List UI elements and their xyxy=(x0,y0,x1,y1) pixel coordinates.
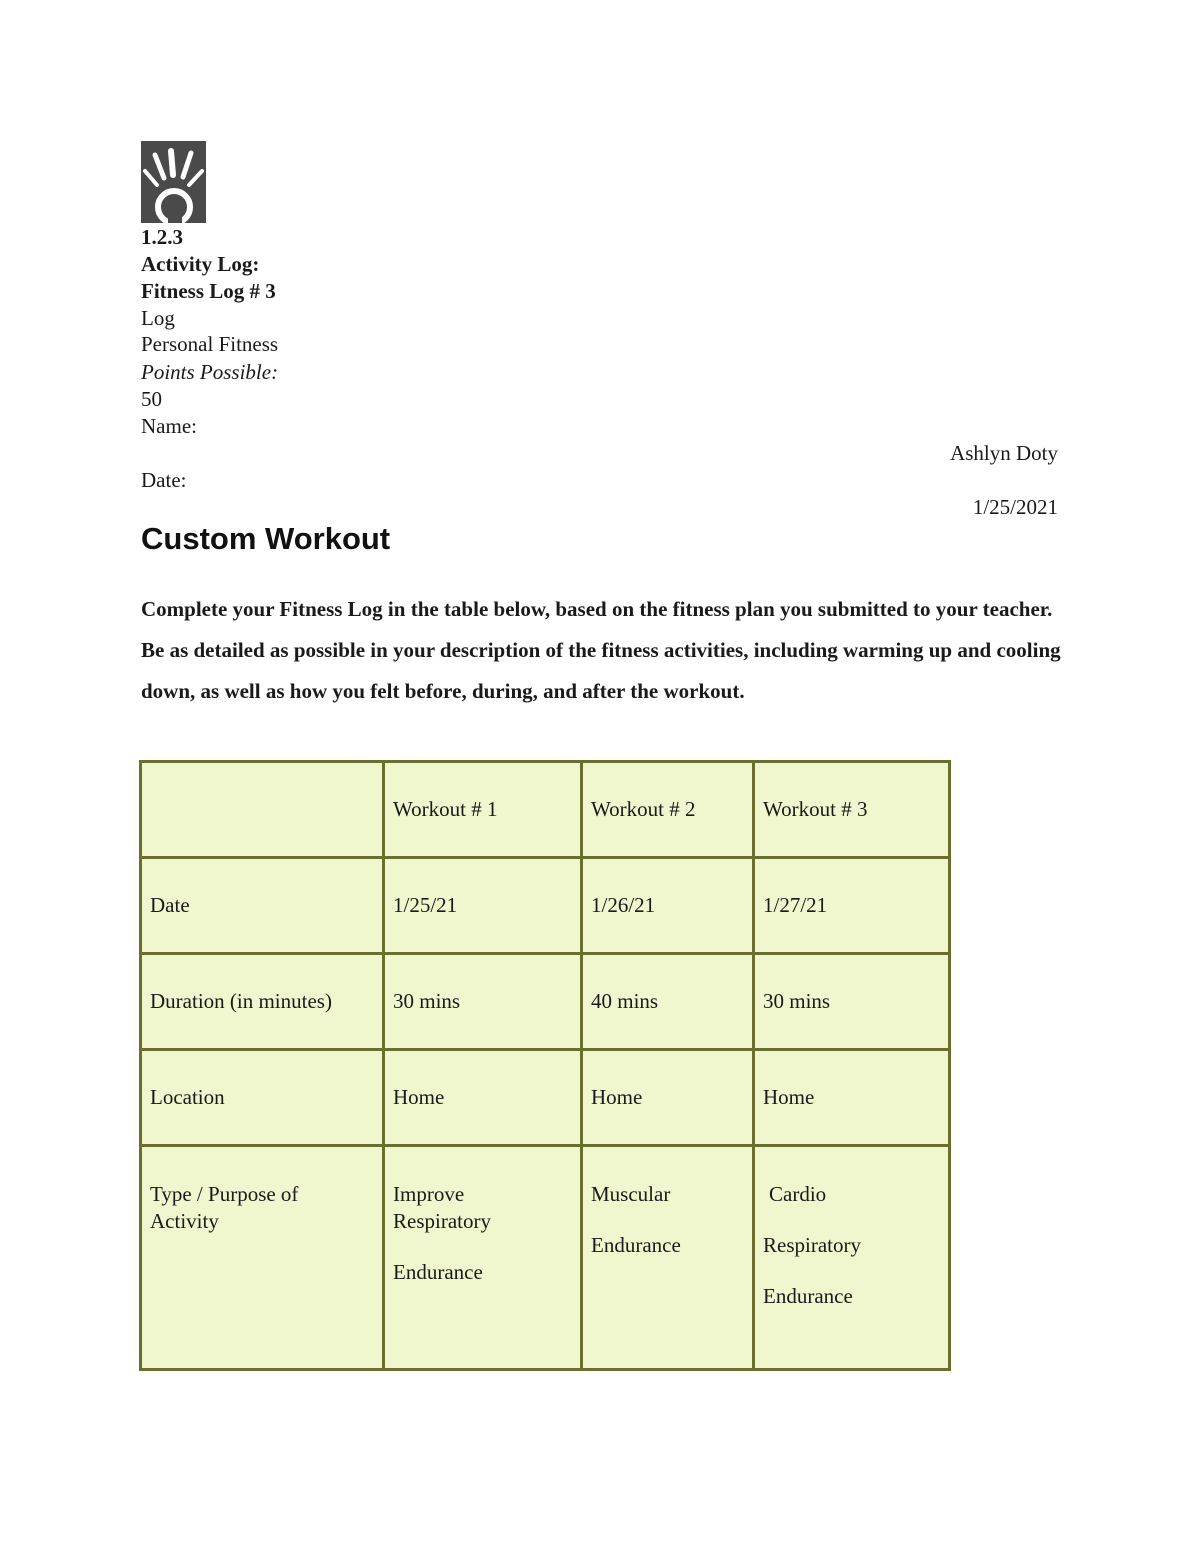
header-cell-workout-3: Workout # 3 xyxy=(754,762,950,858)
table-cell xyxy=(754,1146,950,1370)
name-label: Name: xyxy=(141,414,197,438)
cell-line: Endurance xyxy=(763,1284,853,1308)
table-header-row xyxy=(141,762,950,858)
row-label: Date xyxy=(141,858,384,954)
table-cell xyxy=(384,1146,582,1370)
header-cell-workout-1: Workout # 1 xyxy=(384,762,582,858)
table-row-location xyxy=(141,1050,950,1146)
table-cell: 40 mins xyxy=(582,954,754,1050)
sunburst-logo-icon xyxy=(141,141,206,223)
page-title: Custom Workout xyxy=(141,521,391,556)
header-cell-blank xyxy=(141,762,384,858)
table-cell xyxy=(582,1146,754,1370)
table-cell: 30 mins xyxy=(754,954,950,1050)
cell-line: Muscular xyxy=(591,1182,671,1206)
instructions-paragraph: Complete your Fitness Log in the table below, based on the fitness plan you submitted to your teacher. Be as detailed as possible in your description of the fitness activities, including warming up and cooling down, as well as how you felt before, during, and after the workout. xyxy=(141,597,1061,703)
points-value: 50 xyxy=(141,387,162,411)
table-cell: Home xyxy=(384,1050,582,1146)
header-cell-workout-2: Workout # 2 xyxy=(582,762,754,858)
log-title: Fitness Log # 3 xyxy=(141,279,276,303)
table-cell: Home xyxy=(754,1050,950,1146)
cell-line: Endurance xyxy=(591,1233,681,1257)
date-label: Date: xyxy=(141,468,187,492)
doc-type: Log xyxy=(141,306,175,330)
date-value: 1/25/2021 xyxy=(972,495,1058,519)
fitness-log-table xyxy=(139,760,951,1371)
table-cell: 1/27/21 xyxy=(754,858,950,954)
row-label: Location xyxy=(141,1050,384,1146)
row-label xyxy=(141,1146,384,1370)
table-cell: 1/25/21 xyxy=(384,858,582,954)
purpose-label: Type / Purpose of Activity xyxy=(150,1182,299,1233)
cell-line: Cardio xyxy=(769,1182,827,1206)
table-cell: Home xyxy=(582,1050,754,1146)
section-number: 1.2.3 xyxy=(141,225,183,249)
table-row-duration xyxy=(141,954,950,1050)
cell-line: Improve Respiratory xyxy=(393,1182,491,1233)
table-cell: 1/26/21 xyxy=(582,858,754,954)
name-value: Ashlyn Doty xyxy=(950,441,1058,465)
cell-line: Respiratory xyxy=(763,1233,861,1257)
row-label: Duration (in minutes) xyxy=(141,954,384,1050)
points-label: Points Possible: xyxy=(141,360,279,384)
table-cell: 30 mins xyxy=(384,954,582,1050)
activity-type: Activity Log: xyxy=(141,252,260,276)
table-row-date xyxy=(141,858,950,954)
cell-line: Endurance xyxy=(393,1260,483,1284)
table-row-purpose xyxy=(141,1146,950,1370)
course-name: Personal Fitness xyxy=(141,332,279,356)
